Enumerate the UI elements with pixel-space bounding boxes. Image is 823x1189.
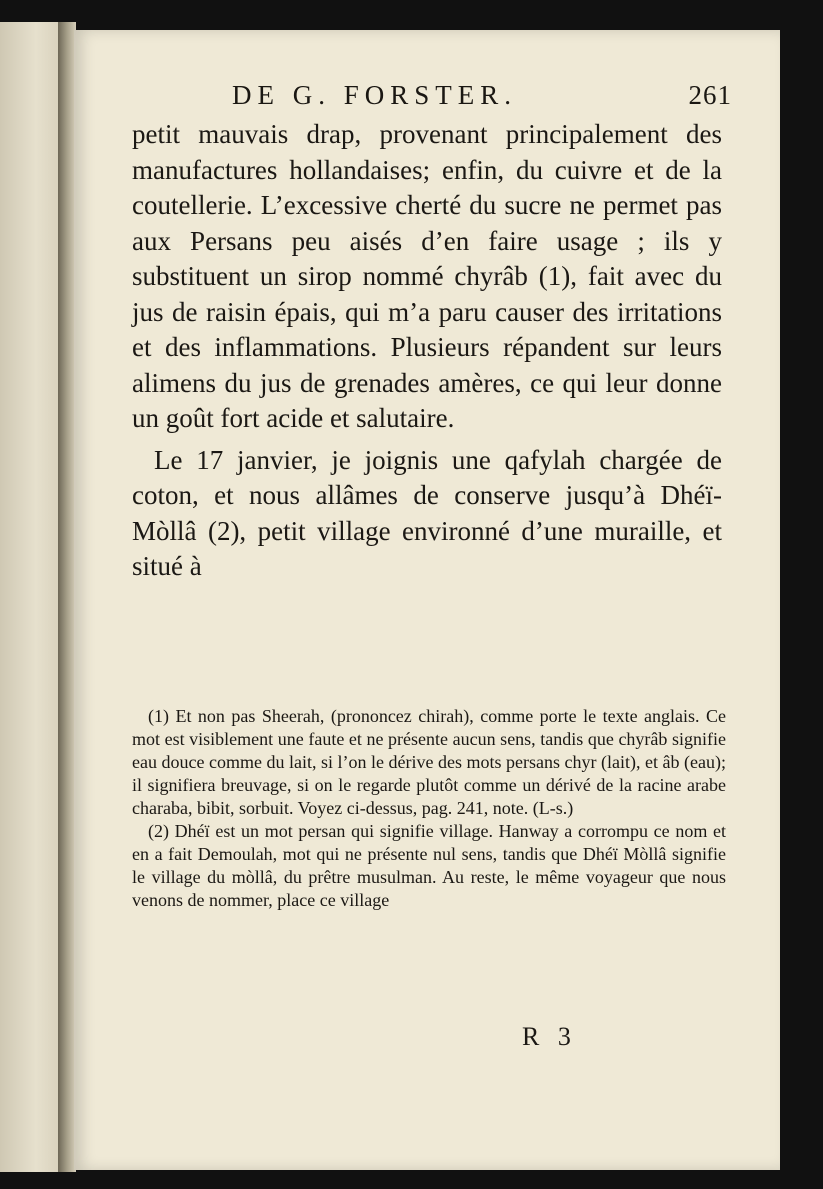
- book-page: [74, 30, 780, 1170]
- main-text: [132, 117, 722, 585]
- footnote-1: (1) Et non pas Sheerah, (prononcez chirah), comme porte le texte anglais. Ce mot est visiblement une faute et ne présente aucun sens, tandis que chyrâb signifie eau douce comme du lait, si l’on le dérive des mots persans chyr (lait), et âb (eau); il signifiera breuvage, si on le regarde plutôt comme un dérivé de la racine arabe charaba, bibit, sorbuit. Voyez ci-dessus, pag. 241, note. (L-s.): [132, 706, 726, 818]
- footnote-2: (2) Dhéï est un mot persan qui signifie village. Hanway a corrompu ce nom et en a fait Demoulah, mot qui ne présente nul sens, tandis que Dhéï Mòllâ signifie le village du mòllâ, du prêtre musulman. Au reste, le même voyageur que nous venons de nommer, place ce village: [132, 821, 726, 910]
- footnotes: [132, 705, 726, 912]
- signature-mark: R 3: [522, 1022, 577, 1051]
- running-title: DE G. FORSTER.: [232, 80, 518, 110]
- paragraph-2: Le 17 janvier, je joignis une qafylah chargée de coton, et nous allâmes de conserve jusqu’à Dhéï-Mòllâ (2), petit village environné d’une muraille, et situé à: [132, 444, 722, 581]
- facing-page-edge: [0, 22, 62, 1172]
- paragraph-1: petit mauvais drap, provenant principalement des manufactures hollandaises; enfin, du cuivre et de la coutellerie. L’excessive cherté du sucre ne permet pas aux Persans peu aisés d’en faire usage ; ils y substituent un sirop nommé chyrâb (1), fait avec du jus de raisin épais, qui m’a paru causer des irritations et des inflammations. Plusieurs répandent sur leurs alimens du jus de grenades amères, ce qui leur donne un goût fort acide et salutaire.: [132, 119, 722, 433]
- page-number: 261: [688, 80, 732, 110]
- running-header: [232, 80, 732, 120]
